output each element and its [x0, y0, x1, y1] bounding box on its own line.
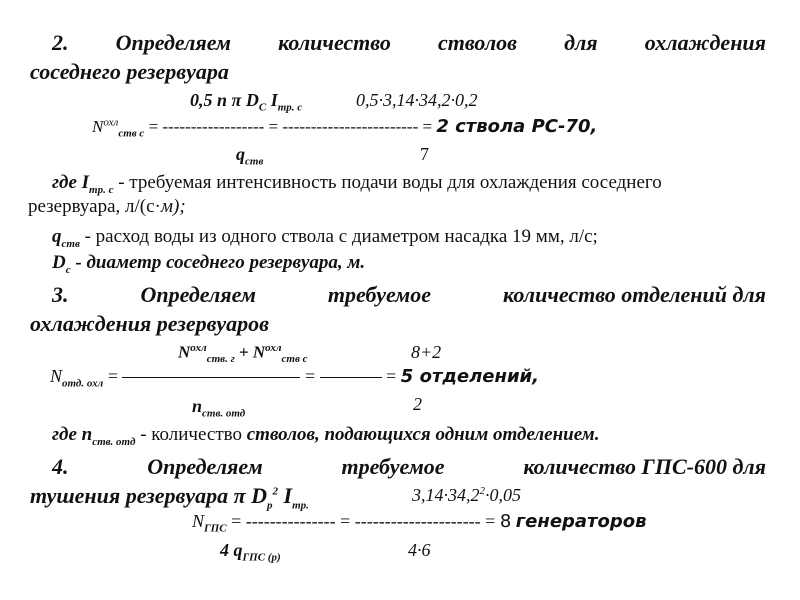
- section3-heading-line1: [52, 282, 766, 308]
- section2-where-flow: $q_{ств}$ - расход воды из одного ствола с диаметром насадка 19 мм, л/с;: [52, 226, 598, 250]
- heading-word: Определяем: [147, 454, 263, 479]
- formula2-main-line: $N_{отд. охл}$ = = = 5 отделений,: [50, 366, 540, 390]
- section3-where-streams: где $n_{ств. отд}$ - количество стволов, подающихся одним отделением.: [52, 424, 600, 448]
- heading-word: требуемое: [341, 454, 445, 479]
- formula1-main-line: $N^{охл}_{ств с}$ = ------------------ = ------------------------ = 2 ствола РС-70,: [92, 116, 598, 140]
- formula3-result-number: 8: [499, 511, 512, 532]
- section2-where-intensity: где $I_{тр. с}$ - требуемая интенсивность подачи воды для охлаждения соседнего: [52, 172, 662, 196]
- formula3-result-word: генераторов: [515, 511, 647, 532]
- formula1-denominator-left: $q_{ств}$: [236, 144, 264, 168]
- fraction-bar: [320, 377, 382, 378]
- formula1-result: 2 ствола РС-70,: [436, 116, 598, 137]
- heading-word: для: [564, 30, 598, 55]
- heading-word: 3.: [52, 282, 69, 307]
- section4-heading-line1: [52, 454, 766, 480]
- formula2-numerator: $N^{охл}_{ств. г} + N^{охл}_{ств с}$: [178, 342, 308, 366]
- heading-word: 4.: [52, 454, 69, 479]
- heading-word: 2.: [52, 30, 69, 55]
- formula3-numerator-right: $3,14\cdot 34,2^2\cdot 0,05$: [412, 485, 521, 505]
- formula1-numerator-right: 0,5·3,14·34,2·0,2: [356, 90, 478, 110]
- section2-heading-line1: [52, 30, 766, 56]
- fraction-bar: [122, 377, 300, 378]
- heading-word: Определяем: [140, 282, 256, 307]
- formula3-main-line: $N_{ГПС}$ = --------------- = --------------------- = 8 генераторов: [192, 511, 647, 535]
- heading-word: количество: [278, 30, 391, 55]
- formula2-denominator-right: 2: [413, 394, 422, 414]
- heading-word: стволов: [437, 30, 517, 55]
- formula1-numerator-left: 0,5 n π $D_С$ $I_{тр. с}$: [190, 90, 303, 114]
- heading-word: требуемое: [327, 282, 432, 307]
- section3-heading-line2: охлаждения резервуаров: [30, 311, 270, 336]
- formula3-denominator-right: 4·6: [408, 540, 431, 560]
- heading-word: охлаждения: [644, 30, 766, 55]
- section2-heading-line2: соседнего резервуара: [30, 59, 229, 84]
- formula3-denominator-left: 4 $q_{ГПС (р)}$: [220, 540, 281, 564]
- section2-where-intensity-line2: резервуара, л/(с·м);: [28, 196, 186, 217]
- section4-heading-line2: тушения резервуара π $D_р^2$ $I_{тр.}$: [30, 483, 309, 512]
- section2-where-diameter: $D_с$ - диаметр соседнего резервуара, м.: [52, 252, 366, 276]
- heading-word: количество ГПС-600 для: [523, 454, 766, 479]
- formula1-denominator-right: 7: [420, 144, 429, 164]
- heading-word: количество отделений для: [503, 282, 766, 307]
- formula2-denominator: $n_{ств. отд}$: [192, 396, 246, 420]
- heading-word: Определяем: [115, 30, 231, 55]
- formula2-result: 5 отделений,: [400, 366, 540, 387]
- formula2-numerator-right: 8+2: [411, 342, 442, 362]
